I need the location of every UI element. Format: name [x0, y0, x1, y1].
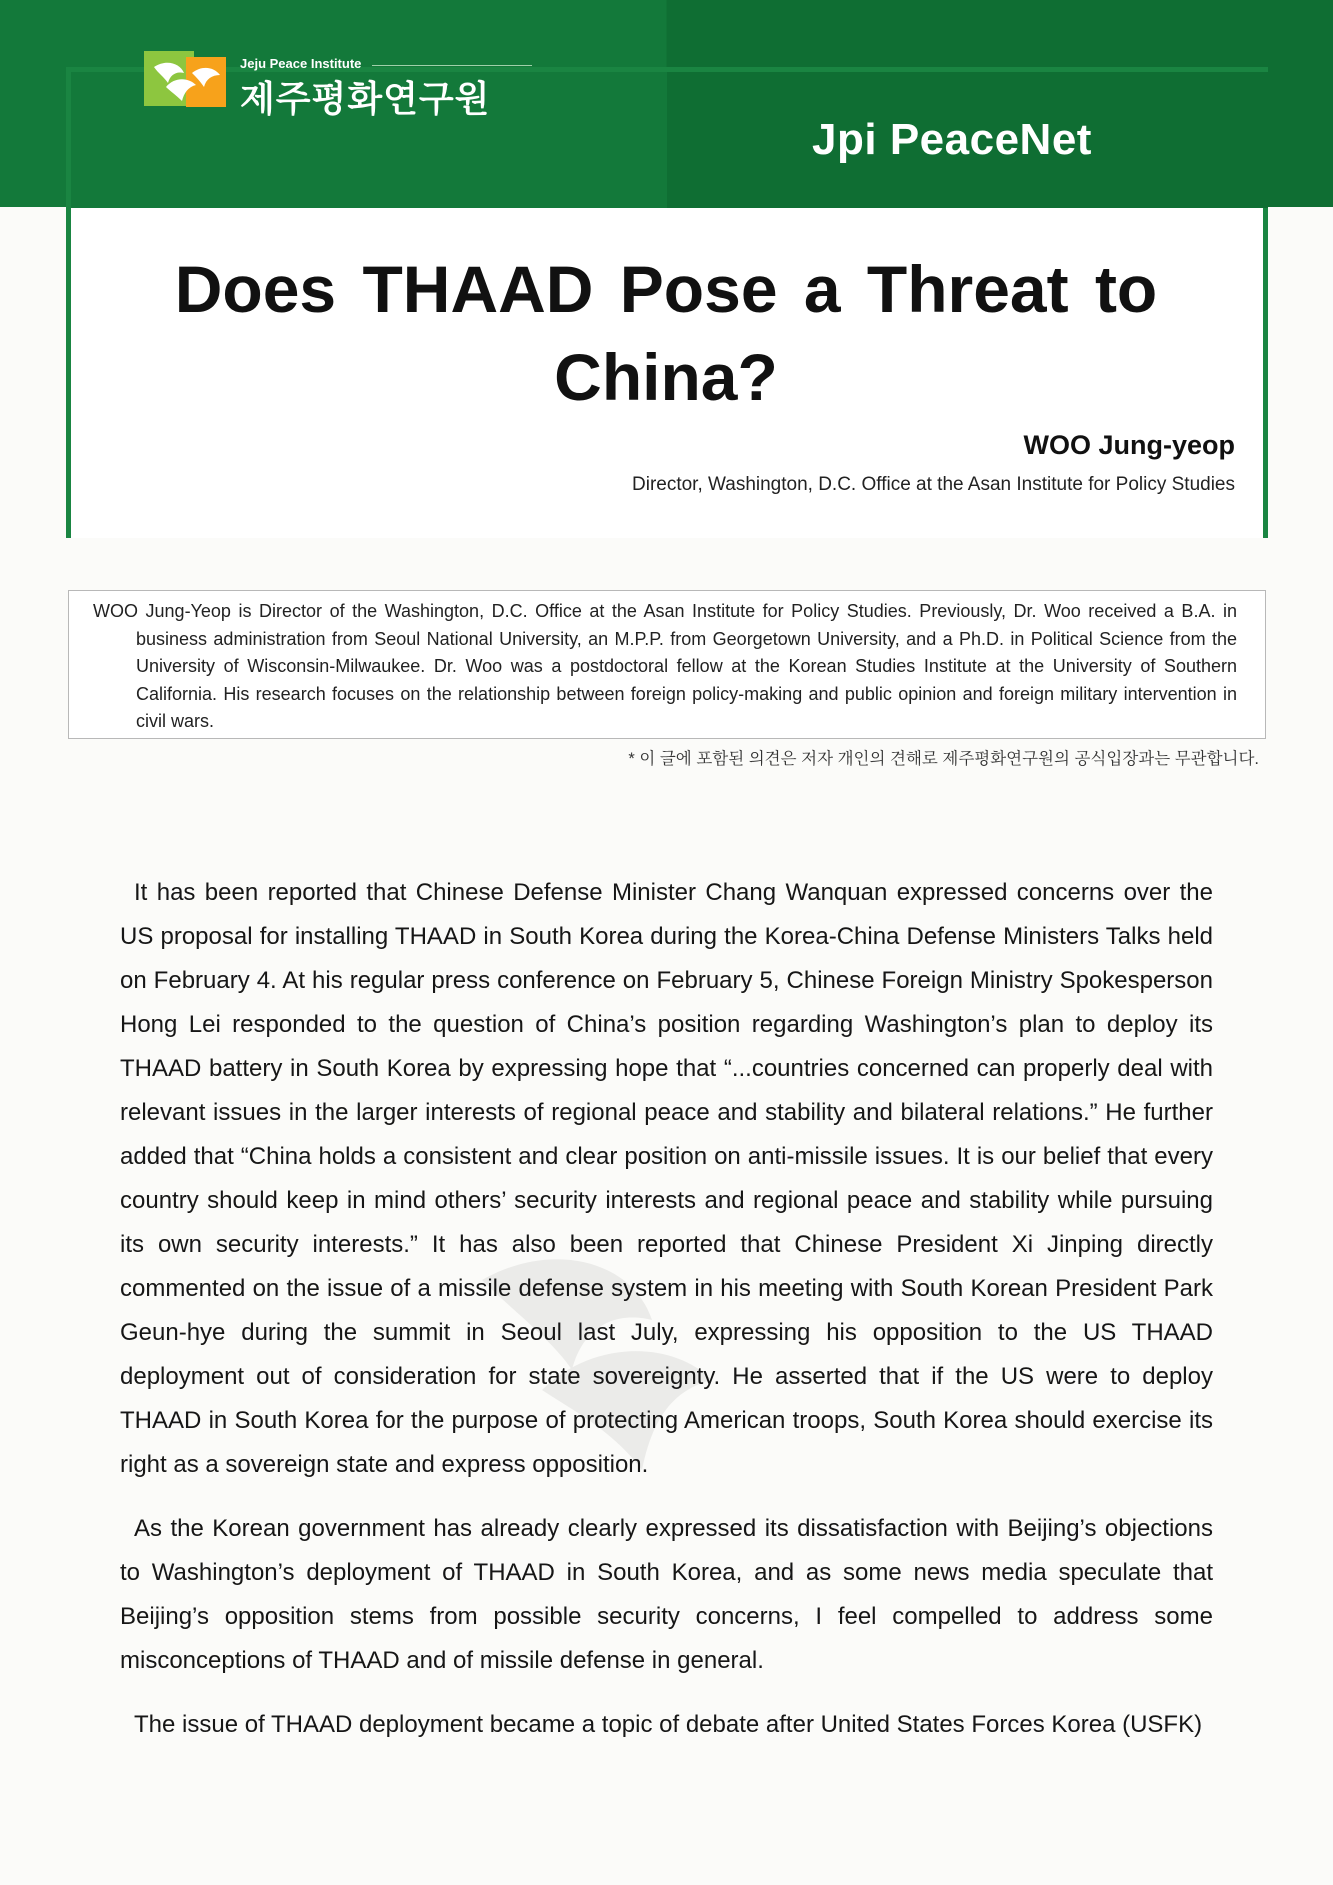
author-bio: WOO Jung-Yeop is Director of the Washington, D.C. Office at the Asan Institute for Policy Studies. Previously, Dr. Woo received a B.A. in business administration from Seoul National University, an M.P.P. from Georgetown University, and a Ph.D. in Political Science from the University of Wisconsin-Milwaukee. Dr. Woo was a postdoctoral fellow at the Korean Studies Institute at the University of Southern California. His research focuses on the relationship between foreign policy-making and public opinion and foreign military intervention in civil wars.	[93, 601, 1237, 732]
logo-korean-text: 제주평화연구원	[240, 78, 491, 119]
peacenet-prefix: Jpi	[812, 115, 878, 164]
jeju-peace-institute-logo[interactable]	[140, 41, 540, 121]
article-paragraph: The issue of THAAD deployment became a topic of debate after United States Forces Korea (USFK)	[134, 1711, 1203, 1738]
article-paragraph: As the Korean government has already clearly expressed its dissatisfaction with Beijing’s objections to Washington’s deployment of THAAD in South Korea, and as some news media speculate that Beijing’s opposition stems from possible security concerns, I feel compelled to address some misconceptions of THAAD and of missile defense in general.	[120, 1515, 1213, 1674]
article-paragraph: It has been reported that Chinese Defense Minister Chang Wanquan expressed concerns over the US proposal for installing THAAD in South Korea during the Korea-China Defense Ministers Talks held on February 4. At his regular press conference on February 5, Chinese Foreign Ministry Spokesperson Hong Lei responded to the question of China’s position regarding Washington’s plan to deploy its THAAD battery in South Korea by expressing hope that “...countries concerned can properly deal with relevant issues in the larger interests of regional peace and stability and bilateral relations.” He further added that “China holds a consistent and clear position on anti-missile issues. It is our belief that every country should keep in mind others’ security interests and regional peace and stability while pursuing its own security interests.” It has also been reported that Chinese President Xi Jinping directly commented on the issue of a missile defense system in his meeting with South Korean President Park Geun-hye during the summit in Seoul last July, expressing his opposition to the US THAAD deployment out of consideration for state sovereignty. He asserted that if the US were to deploy THAAD in South Korea for the purpose of protecting American troops, South Korea should exercise its right as a sovereign state and express opposition.	[120, 879, 1213, 1478]
disclaimer: * 이 글에 포함된 의견은 저자 개인의 견해로 제주평화연구원의 공식입장과는 무관합니다.	[628, 750, 1259, 768]
peacenet-logo[interactable]	[812, 115, 1092, 165]
peacenet-name: PeaceNet	[889, 115, 1092, 164]
dove-emblem-icon	[140, 51, 230, 111]
author-bio-box	[68, 590, 1266, 739]
logo-english-text: Jeju Peace Institute	[240, 56, 362, 71]
author-name: WOO Jung-yeop	[1023, 430, 1235, 460]
article-title: Does THAAD Pose a Threat to China?	[174, 252, 1158, 414]
logo-divider	[372, 65, 532, 66]
article-body	[120, 871, 1213, 1767]
author-affiliation: Director, Washington, D.C. Office at the Asan Institute for Policy Studies	[632, 474, 1235, 495]
